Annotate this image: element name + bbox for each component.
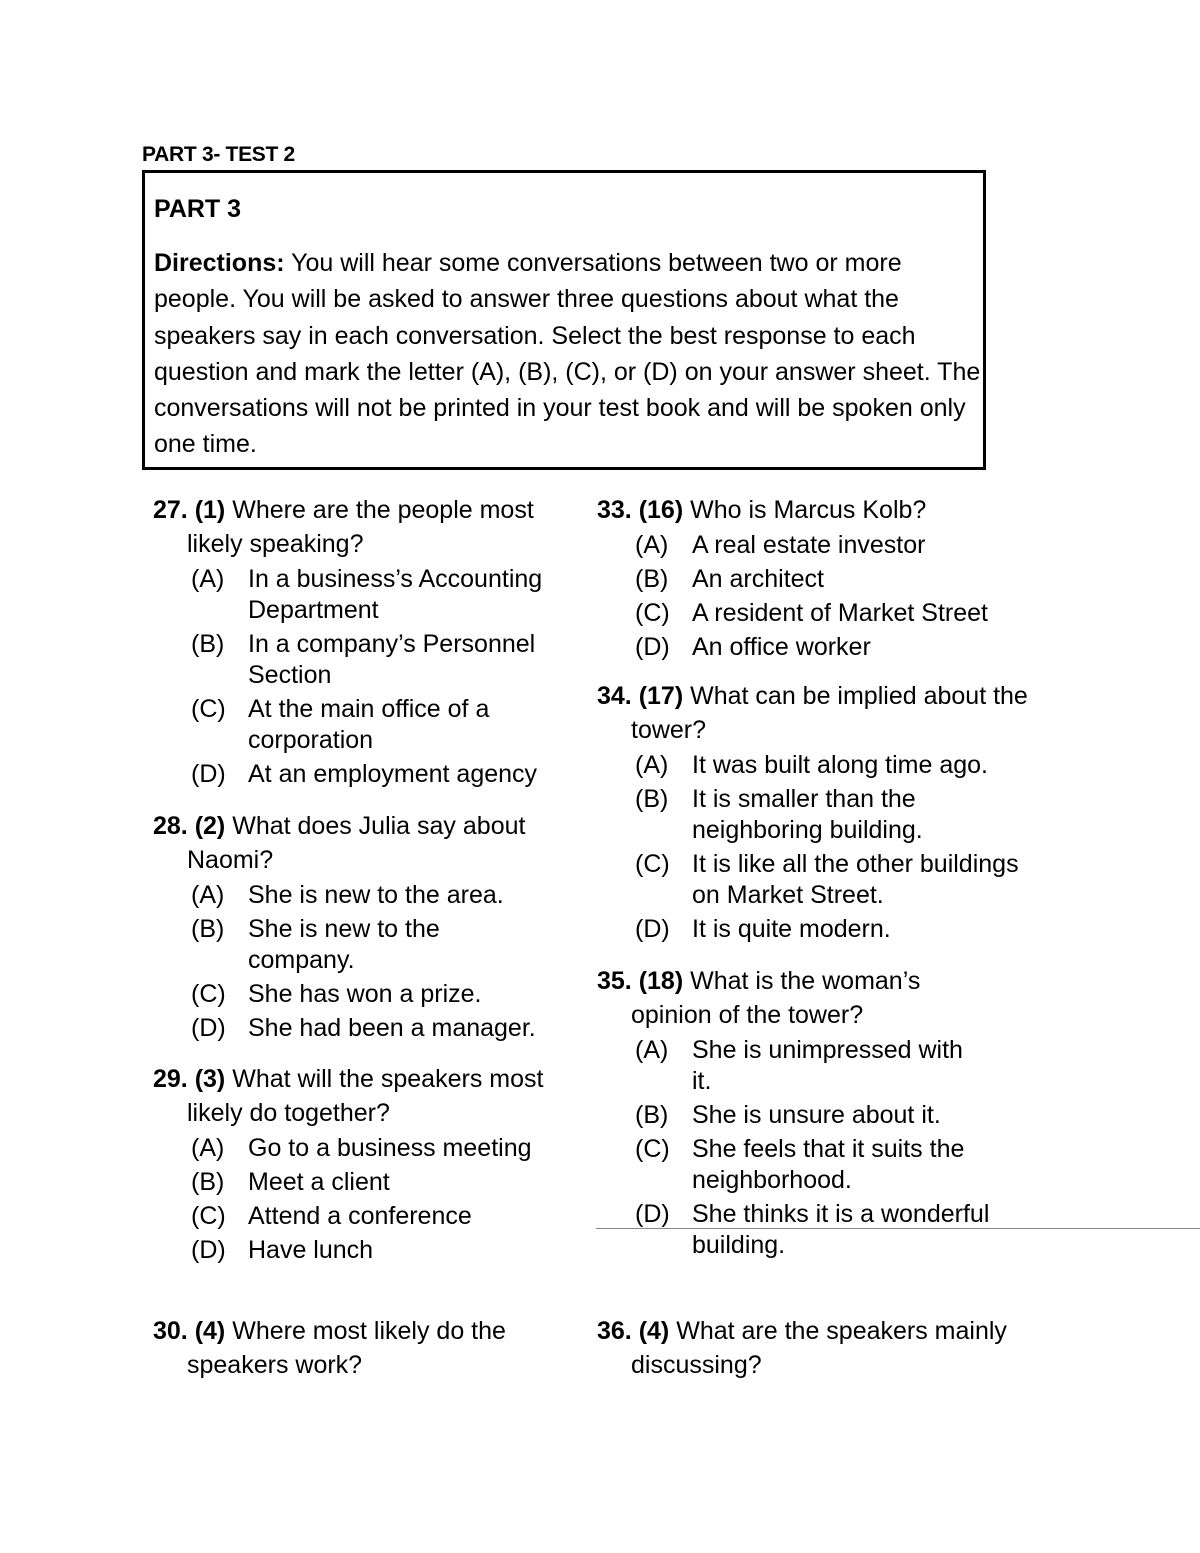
- question-number: 34. (17): [597, 682, 684, 710]
- option[interactable]: (A) She is new to the area.: [191, 881, 504, 909]
- question-36: [597, 1314, 1067, 1382]
- question-35: [597, 964, 990, 1261]
- question-text: Where are the people most likely speaking?: [187, 496, 534, 558]
- option[interactable]: (C) She has won a prize.: [191, 980, 482, 1008]
- question-27: [153, 493, 583, 790]
- option[interactable]: (C) She feels that it suits the neighborhood.: [635, 1135, 965, 1194]
- question-number: 30. (4): [153, 1317, 226, 1345]
- page-header: PART 3- TEST 2: [142, 143, 295, 166]
- option[interactable]: (A) It was built along time ago.: [635, 751, 988, 779]
- directions-label: Directions:: [154, 249, 285, 277]
- option[interactable]: (B) She is unsure about it.: [635, 1101, 941, 1129]
- directions-text: [154, 245, 984, 463]
- option[interactable]: (D) Have lunch: [191, 1236, 374, 1264]
- question-number: 29. (3): [153, 1065, 226, 1093]
- option[interactable]: (A) In a business’s Accounting Department: [191, 565, 543, 624]
- option[interactable]: (D) An office worker: [635, 633, 871, 661]
- question-text: What is the woman’s opinion of the tower?: [631, 967, 921, 1029]
- question-number: 27. (1): [153, 496, 226, 524]
- option[interactable]: (C) Attend a conference: [191, 1202, 472, 1230]
- question-30: [153, 1314, 563, 1382]
- question-text: What are the speakers mainly discussing?: [631, 1317, 1007, 1379]
- option[interactable]: (B) It is smaller than the neighboring building.: [635, 785, 923, 844]
- option[interactable]: (C) At the main office of a corporation: [191, 695, 490, 754]
- option[interactable]: (D) It is quite modern.: [635, 915, 891, 943]
- option[interactable]: (A) A real estate investor: [635, 531, 926, 559]
- option[interactable]: (A) She is unimpressed with it.: [635, 1036, 963, 1095]
- option[interactable]: (D) At an employment agency: [191, 760, 538, 788]
- question-number: 33. (16): [597, 496, 684, 524]
- question-text: Who is Marcus Kolb?: [690, 496, 927, 524]
- question-33: [597, 493, 1037, 663]
- option[interactable]: (C) It is like all the other buildings on Market Street.: [635, 850, 1019, 909]
- question-28: [153, 809, 583, 1044]
- option[interactable]: (B) Meet a client: [191, 1168, 390, 1196]
- option[interactable]: (B) An architect: [635, 565, 825, 593]
- question-34: [597, 679, 1037, 945]
- option[interactable]: (C) A resident of Market Street: [635, 599, 988, 627]
- directions-box: [142, 170, 986, 470]
- divider: [596, 1228, 1200, 1229]
- part-title: PART 3: [154, 195, 242, 223]
- question-text: What can be implied about the tower?: [631, 682, 1028, 744]
- question-29: [153, 1062, 553, 1266]
- option[interactable]: (A) Go to a business meeting: [191, 1134, 532, 1162]
- option[interactable]: (D) She thinks it is a wonderful building.: [635, 1200, 990, 1259]
- option[interactable]: (B) In a company’s Personnel Section: [191, 630, 536, 689]
- question-number: 28. (2): [153, 812, 226, 840]
- option[interactable]: (B) She is new to the company.: [191, 915, 440, 974]
- directions-body: You will hear some conversations between two or more people. You will be asked to answer three questions about what the speakers say in each conversation. Select the best response to each question and mark the letter (A), (B), (C), or (D) on your answer sheet. The conversations will not be printed in your test book and will be spoken only one time.: [154, 249, 981, 459]
- question-text: What will the speakers most likely do together?: [187, 1065, 544, 1127]
- question-number: 35. (18): [597, 967, 684, 995]
- option[interactable]: (D) She had been a manager.: [191, 1014, 536, 1042]
- question-text: Where most likely do the speakers work?: [187, 1317, 506, 1379]
- question-number: 36. (4): [597, 1317, 670, 1345]
- question-text: What does Julia say about Naomi?: [187, 812, 526, 874]
